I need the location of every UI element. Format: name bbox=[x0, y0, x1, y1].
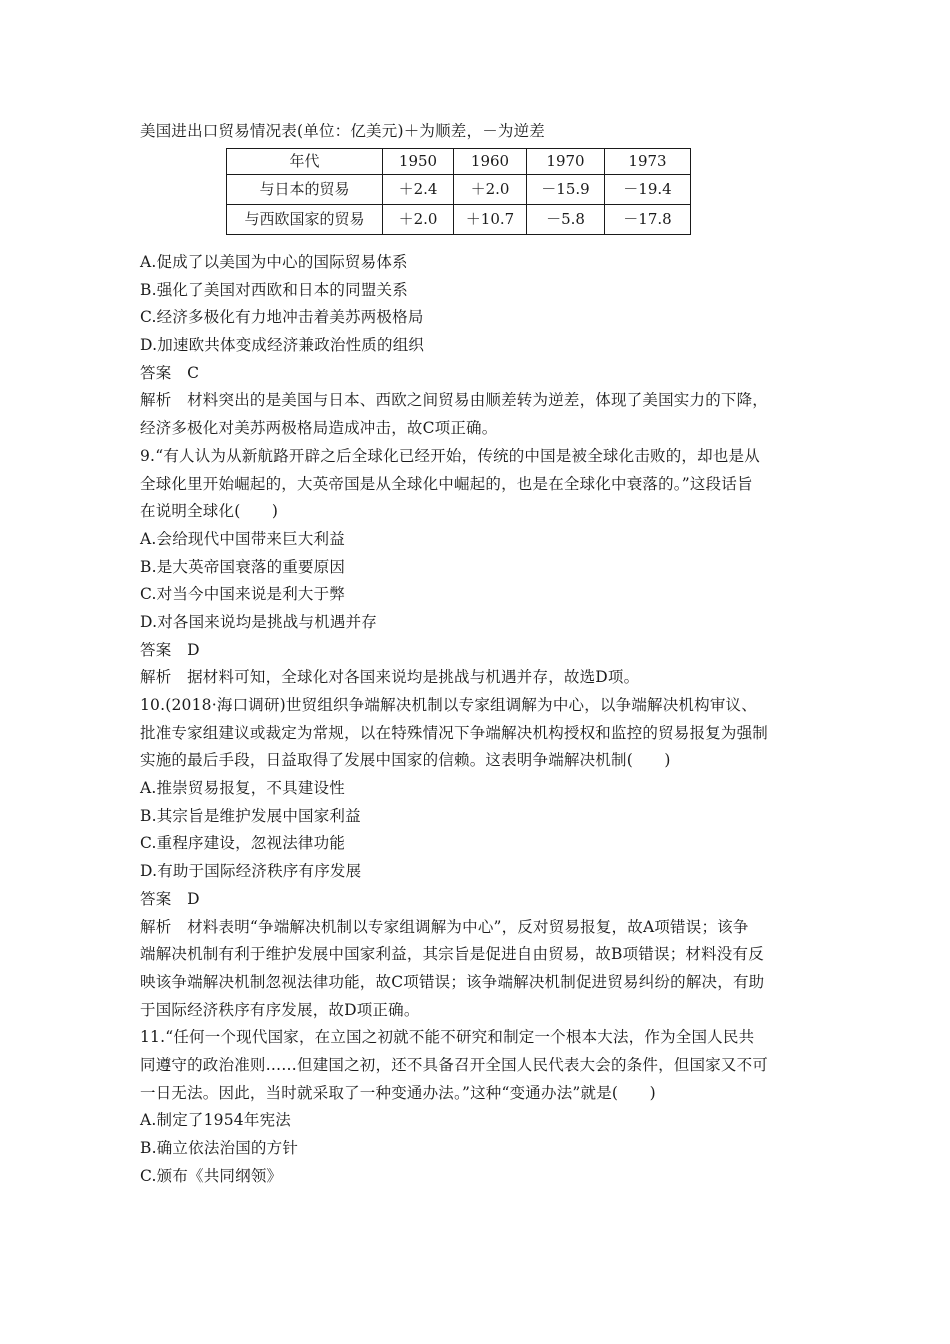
table-caption: 美国进出口贸易情况表(单位：亿美元)＋为顺差，－为逆差 bbox=[140, 122, 545, 140]
explanation-line: 端解决机制有利于维护发展中国家利益，其宗旨是促进自由贸易，故B项错误；材料没有反 bbox=[140, 945, 764, 964]
option-line: A.推崇贸易报复，不具建设性 bbox=[140, 779, 345, 798]
option-line: A.制定了1954年宪法 bbox=[140, 1111, 291, 1130]
table-cell: －19.4 bbox=[605, 175, 691, 205]
option-line: B.其宗旨是维护发展中国家利益 bbox=[140, 806, 361, 825]
trade-table bbox=[226, 148, 691, 235]
option-line: D.对各国来说均是挑战与机遇并存 bbox=[140, 612, 378, 631]
option-line: D.有助于国际经济秩序有序发展 bbox=[140, 862, 362, 881]
table-row bbox=[227, 175, 691, 205]
question-line: 在说明全球化( ) bbox=[140, 502, 279, 521]
document-page bbox=[140, 118, 820, 1190]
option-line: C.颁布《共同纲领》 bbox=[140, 1166, 283, 1185]
answer-line: 答案 C bbox=[140, 363, 200, 382]
option-line: D.加速欧共体变成经济兼政治性质的组织 bbox=[140, 336, 425, 355]
question-line: 实施的最后手段，日益取得了发展中国家的信赖。这表明争端解决机制( ) bbox=[140, 751, 671, 770]
question-line: 一日无法。因此，当时就采取了一种变通办法。”这种“变通办法”就是( ) bbox=[140, 1083, 656, 1102]
option-line: C.重程序建设，忽视法律功能 bbox=[140, 834, 346, 853]
explanation-line: 于国际经济秩序有序发展，故D项正确。 bbox=[140, 1000, 420, 1019]
table-cell: 与西欧国家的贸易 bbox=[227, 205, 383, 235]
answer-line: 答案 D bbox=[140, 889, 200, 908]
table-cell: －5.8 bbox=[527, 205, 605, 235]
explanation-line: 映该争端解决机制忽视法律功能，故C项错误；该争端解决机制促进贸易纠纷的解决，有助 bbox=[140, 972, 765, 991]
option-line: B.强化了美国对西欧和日本的同盟关系 bbox=[140, 280, 408, 299]
table-cell: ＋10.7 bbox=[454, 205, 527, 235]
table-cell: 与日本的贸易 bbox=[227, 175, 383, 205]
option-line: B.是大英帝国衰落的重要原因 bbox=[140, 557, 346, 576]
table-header-cell: 1973 bbox=[605, 149, 691, 175]
question-line: 9.“有人认为从新航路开辟之后全球化已经开始，传统的中国是被全球化击败的，却也是从 bbox=[140, 446, 760, 465]
table-header-cell: 1970 bbox=[527, 149, 605, 175]
option-line: A.会给现代中国带来巨大利益 bbox=[140, 529, 345, 548]
table-cell: ＋2.0 bbox=[383, 205, 454, 235]
option-line: B.确立依法治国的方针 bbox=[140, 1139, 299, 1157]
explanation-line: 解析 材料表明“争端解决机制以专家组调解为中心”，反对贸易报复，故A项错误；该争 bbox=[140, 917, 749, 936]
question-line: 全球化里开始崛起的，大英帝国是从全球化中崛起的，也是在全球化中衰落的。”这段话旨 bbox=[140, 474, 753, 493]
question-line: 批准专家组建议或裁定为常规，以在特殊情况下争端解决机构授权和监控的贸易报复为强制 bbox=[140, 723, 769, 742]
answer-line: 答案 D bbox=[140, 640, 200, 659]
table-cell: ＋2.4 bbox=[383, 175, 454, 205]
question-line: 同遵守的政治准则……但建国之初，还不具备召开全国人民代表大会的条件，但国家又不可 bbox=[140, 1055, 769, 1074]
option-line: C.经济多极化有力地冲击着美苏两极格局 bbox=[140, 308, 424, 327]
explanation-line: 解析 据材料可知，全球化对各国来说均是挑战与机遇并存，故选D项。 bbox=[140, 668, 640, 687]
explanation-line: 解析 材料突出的是美国与日本、西欧之间贸易由顺差转为逆差，体现了美国实力的下降， bbox=[140, 391, 769, 410]
option-line: C.对当今中国来说是利大于弊 bbox=[140, 585, 346, 604]
table-cell: －15.9 bbox=[527, 175, 605, 205]
question-line: 10.(2018·海口调研)世贸组织争端解决机制以专家组调解为中心，以争端解决机构审议、 bbox=[140, 696, 757, 714]
table-cell: －17.8 bbox=[605, 205, 691, 235]
table-header-cell: 年代 bbox=[227, 149, 383, 175]
option-line: A.促成了以美国为中心的国际贸易体系 bbox=[140, 253, 408, 271]
table-header-cell: 1960 bbox=[454, 149, 527, 175]
question-line: 11.“任何一个现代国家，在立国之初就不能不研究和制定一个根本大法，作为全国人民共 bbox=[140, 1028, 755, 1047]
explanation-line: 经济多极化对美苏两极格局造成冲击，故C项正确。 bbox=[140, 419, 498, 438]
table-cell: ＋2.0 bbox=[454, 175, 527, 205]
table-row bbox=[227, 205, 691, 235]
table-header-row bbox=[227, 149, 691, 175]
table-header-cell: 1950 bbox=[383, 149, 454, 175]
text-body bbox=[140, 249, 820, 1190]
